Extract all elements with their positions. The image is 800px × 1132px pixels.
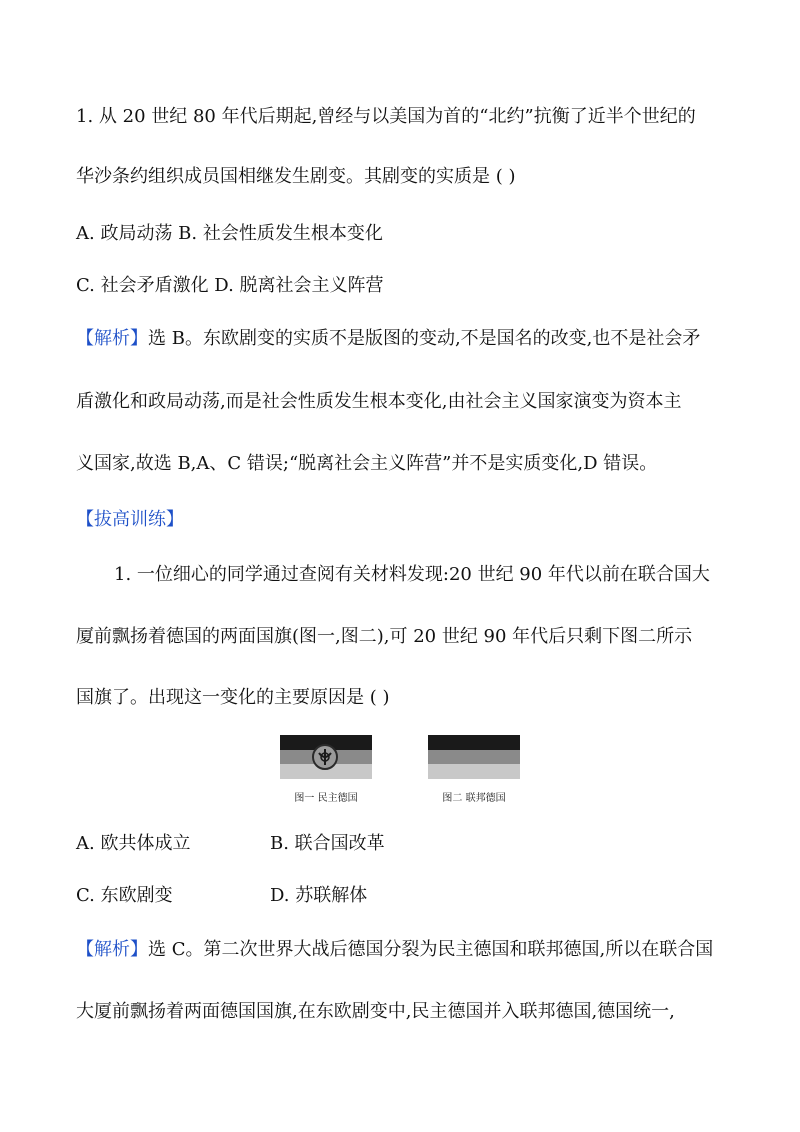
fig1-caption: 图一 民主德国 <box>294 793 358 804</box>
flag-stripe-bottom <box>428 764 520 779</box>
analysis-tag: 【解析】 <box>76 939 148 960</box>
gdr-emblem-icon <box>310 741 340 773</box>
q1-analysis-line1 <box>76 327 700 351</box>
q2-analysis-line2: 大厦前飘扬着两面德国国旗,在东欧剧变中,民主德国并入联邦德国,德国统一, <box>76 1001 675 1022</box>
q1-analysis-text1: 选 B。东欧剧变的实质不是版图的变动,不是国名的改变,也不是社会矛 <box>148 328 701 349</box>
q1-stem-line1: 1. 从 20 世纪 80 年代后期起,曾经与以美国为首的“北约”抗衡了近半个世纪的 <box>76 106 696 127</box>
q1-options-cd: C. 社会矛盾激化 D. 脱离社会主义阵营 <box>76 275 384 296</box>
flag-figures <box>280 735 520 805</box>
q2-stem-line2: 厦前飘扬着德国的两面国旗(图一,图二),可 20 世纪 90 年代后只剩下图二所示 <box>76 626 693 647</box>
flag-stripe-middle <box>428 750 520 765</box>
flag-stripe-top <box>428 735 520 750</box>
q2-stem-line3: 国旗了。出现这一变化的主要原因是 ( ) <box>76 687 390 708</box>
gdr-flag-image <box>280 735 372 779</box>
section-title: 【拔高训练】 <box>76 509 184 530</box>
q2-stem-line1: 1. 一位细心的同学通过查阅有关材料发现:20 世纪 90 年代以前在联合国大 <box>114 564 710 585</box>
q1-analysis-line3: 义国家,故选 B,A、C 错误;“脱离社会主义阵营”并不是实质变化,D 错误。 <box>76 453 658 474</box>
fig2-caption: 图二 联邦德国 <box>442 793 506 804</box>
q2-option-a: A. 欧共体成立 <box>76 833 191 854</box>
q1-analysis-line2: 盾激化和政局动荡,而是社会性质发生根本变化,由社会主义国家演变为资本主 <box>76 391 682 412</box>
analysis-tag: 【解析】 <box>76 328 148 349</box>
q2-option-b: B. 联合国改革 <box>270 833 385 854</box>
q2-option-c: C. 东欧剧变 <box>76 885 173 906</box>
q2-option-d: D. 苏联解体 <box>270 885 368 906</box>
q1-stem-line2: 华沙条约组织成员国相继发生剧变。其剧变的实质是 ( ) <box>76 166 516 187</box>
q2-analysis-text1: 选 C。第二次世界大战后德国分裂为民主德国和联邦德国,所以在联合国 <box>148 939 714 960</box>
q2-analysis-line1 <box>76 938 713 962</box>
frg-flag-image <box>428 735 520 779</box>
q1-options-ab: A. 政局动荡 B. 社会性质发生根本变化 <box>76 223 383 244</box>
